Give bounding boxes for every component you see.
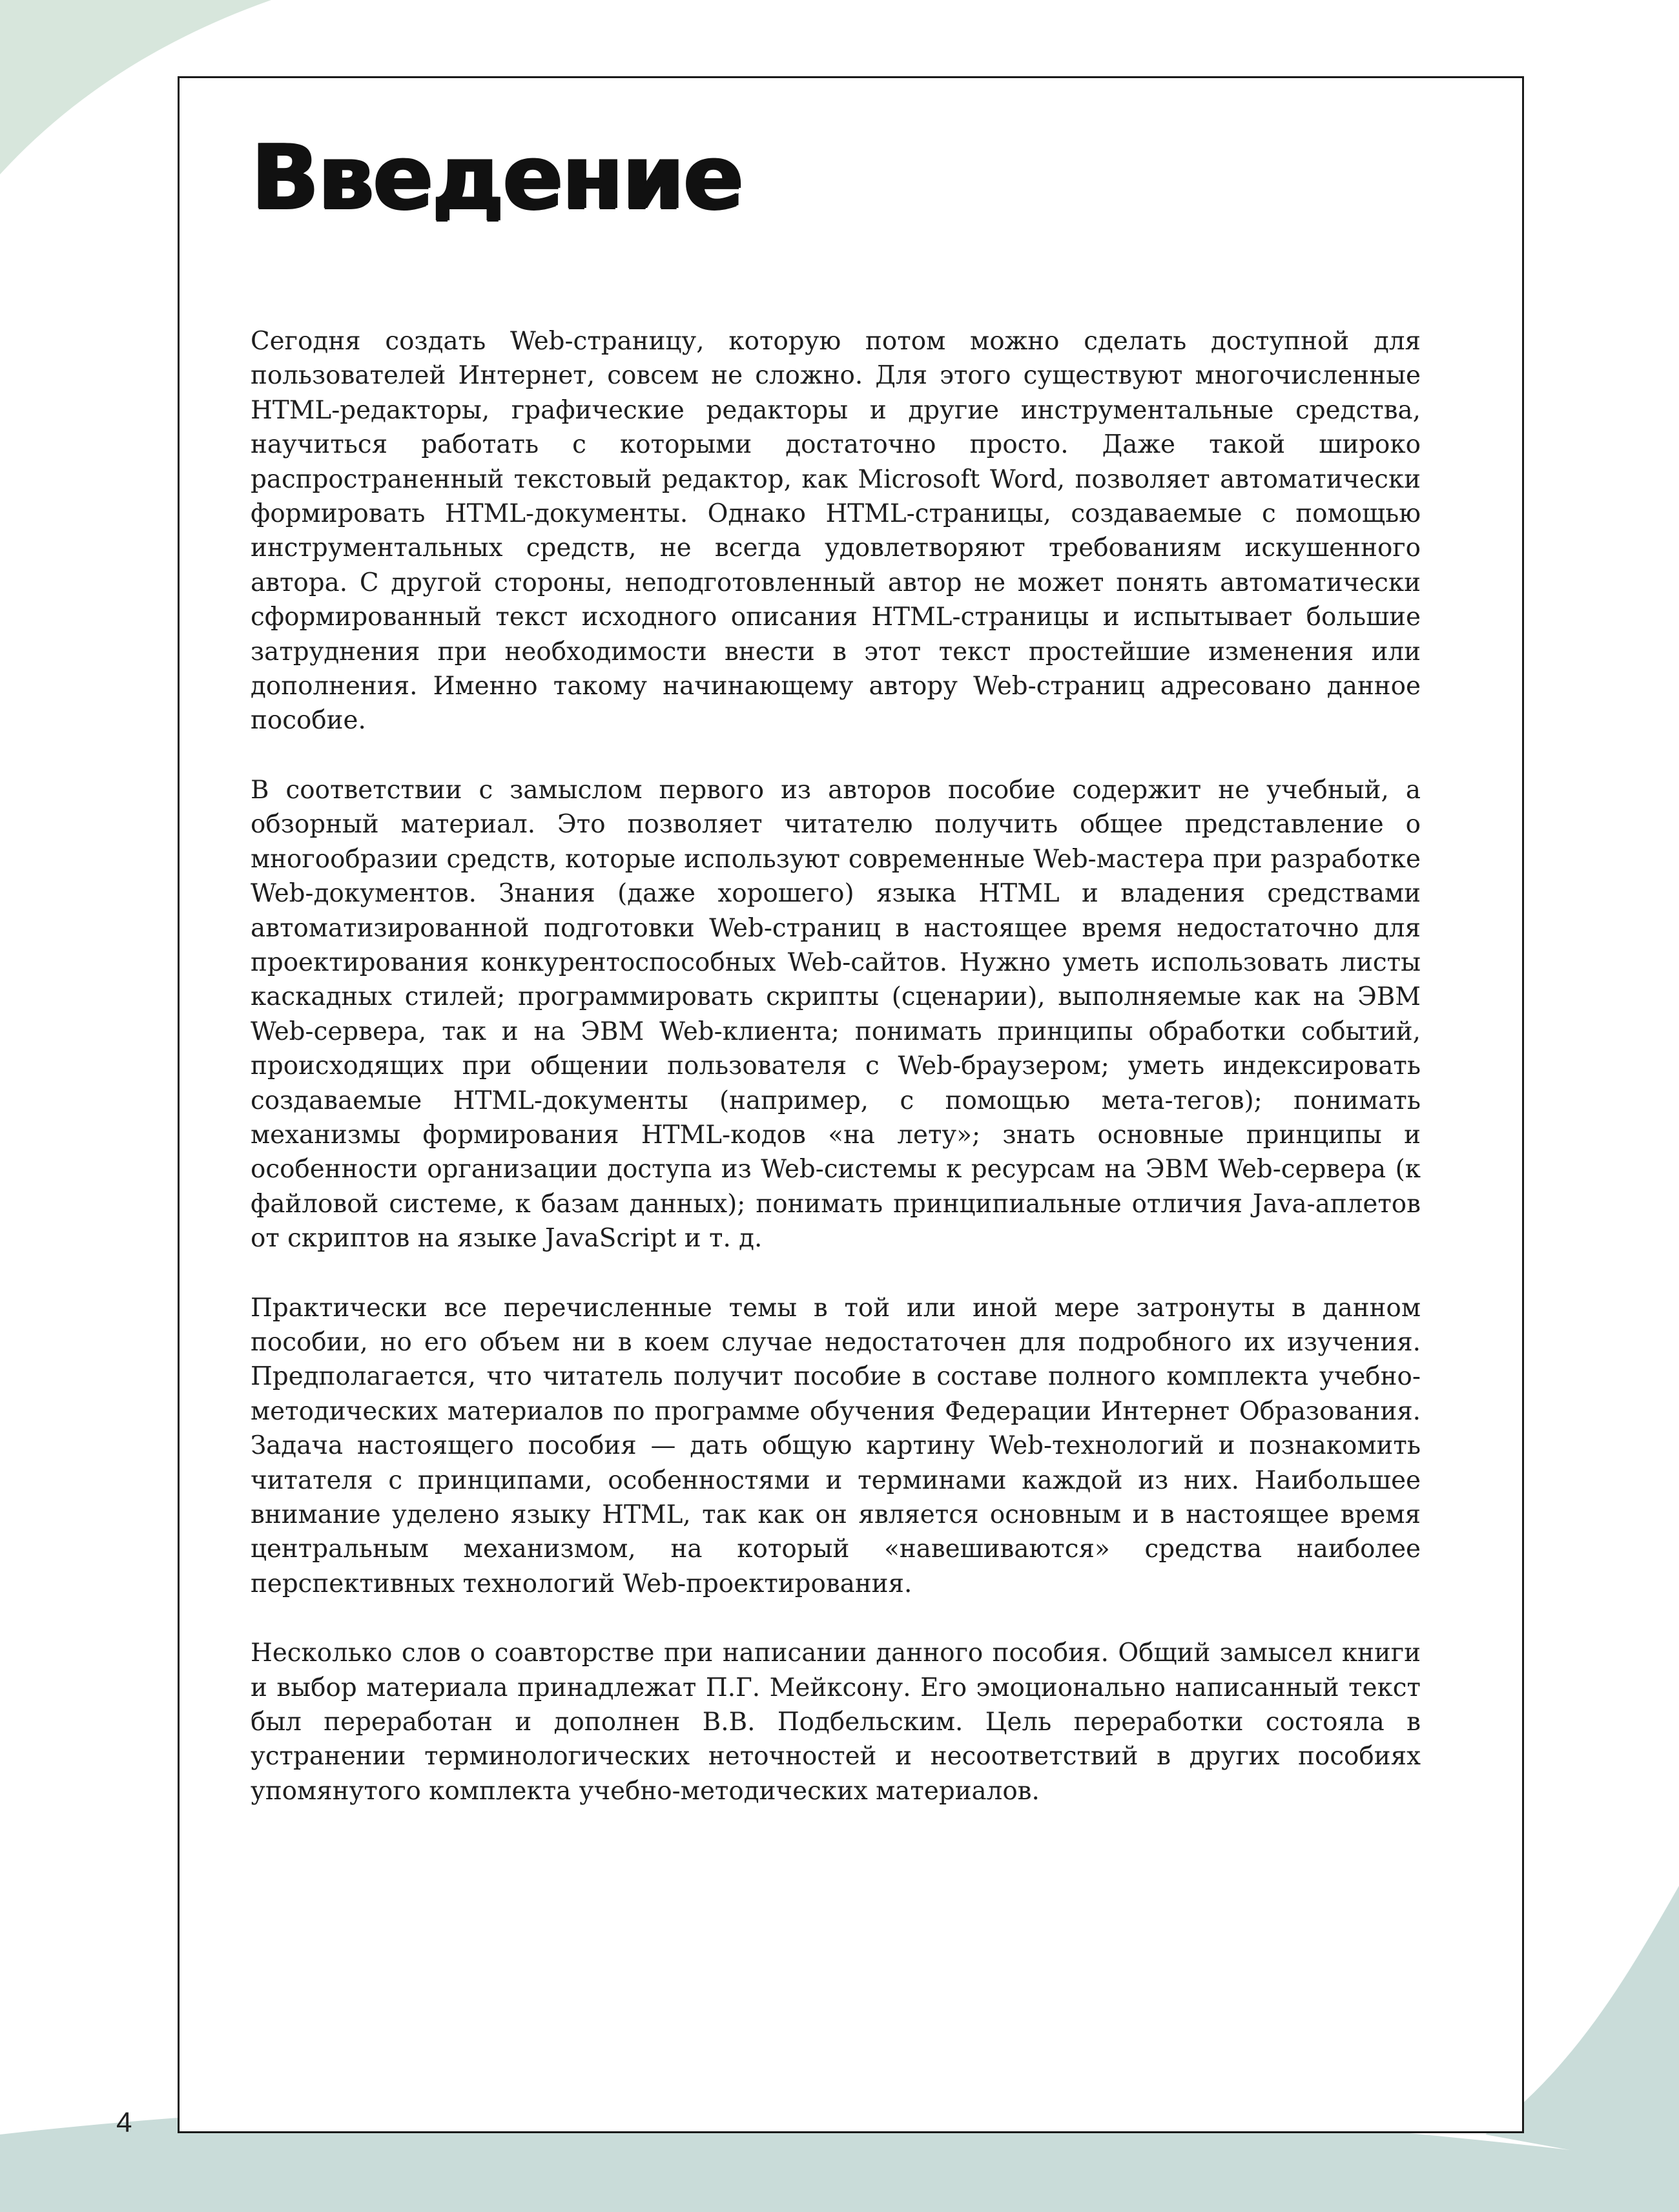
paragraph-3: Практически все перечисленные темы в той или иной мере затронуты в данном пособии, но его объем ни в коем случае недостаточен для подробного их изучения. Предполагается, что читатель получит пособие в составе полного комплекта учебно-методических материалов по программе обучения Федерации Интернет Образования. Задача настоящего пособия — дать общую картину Web-технологий и познакомить читателя с принципами, особенностями и терминами каждой из них. Наибольшее внимание уделено языку HTML, так как он является основным и в настоящее время центральным механизмом, на который «навешиваются» средства наиболее перспективных технологий Web-проектирования. — [251, 1293, 1421, 1598]
paragraph-1: Сегодня создать Web-страницу, которую потом можно сделать доступной для пользователей Интернет, совсем не сложно. Для этого существуют многочисленные HTML-редакторы, графические редакторы и другие инструментальные средства, научиться работать с которыми достаточно просто. Даже такой широко распространенный текстовый редактор, как Microsoft Word, позволяет автоматически формировать HTML-документы. Однако HTML-страницы, создаваемые с помощью инструментальных средств, не всегда удовлетворяют требованиям искушенного автора. С другой стороны, неподготовленный автор не может понять автоматически сформированный текст исходного описания HTML-страницы и испытывает большие затруднения при необходимости внести в этот текст простейшие изменения или дополнения. Именно такому начинающему автору Web-страниц адресовано данное пособие. — [251, 327, 1421, 736]
paragraph-4: Несколько слов о соавторстве при написании данного пособия. Общий замысел книги и выбор материала принадлежат П.Г. Мейксону. Его эмоционально написанный текст был переработан и дополнен В.В. Подбельским. Цель переработки состояла в устранении терминологических неточностей и несоответствий в других пособиях упомянутого комплекта учебно-методических материалов. — [251, 1638, 1421, 1806]
paragraph-2: В соответствии с замыслом первого из авторов пособие содержит не учебный, а обзорный материал. Это позволяет читателю получить общее представление о многообразии средств, которые используют современные Web-мастера при разработке Web-документов. Знания (даже хорошего) языка HTML и владения средствами автоматизированной подготовки Web-страниц в настоящее время недостаточно для проектирования конкурентоспособных Web-сайтов. Нужно уметь использовать листы каскадных стилей; программировать скрипты (сценарии), выполняемые как на ЭВМ Web-сервера, так и на ЭВМ Web-клиента; понимать принципы обработки событий, происходящих при общении пользователя с Web-браузером; уметь индексировать создаваемые HTML-документы (например, с помощью мета-тегов); понимать механизмы формирования HTML-кодов «на лету»; знать основные принципы и особенности организации доступа из Web-системы к ресурсам на ЭВМ Web-сервера (к файловой системе, к базам данных); понимать принципиальные отличия Java-аплетов от скриптов на языке JavaScript и т. д. — [251, 775, 1421, 1254]
page-number: 4 — [116, 2107, 132, 2138]
page-title: Введение — [251, 125, 742, 229]
body-text — [251, 324, 1421, 1843]
